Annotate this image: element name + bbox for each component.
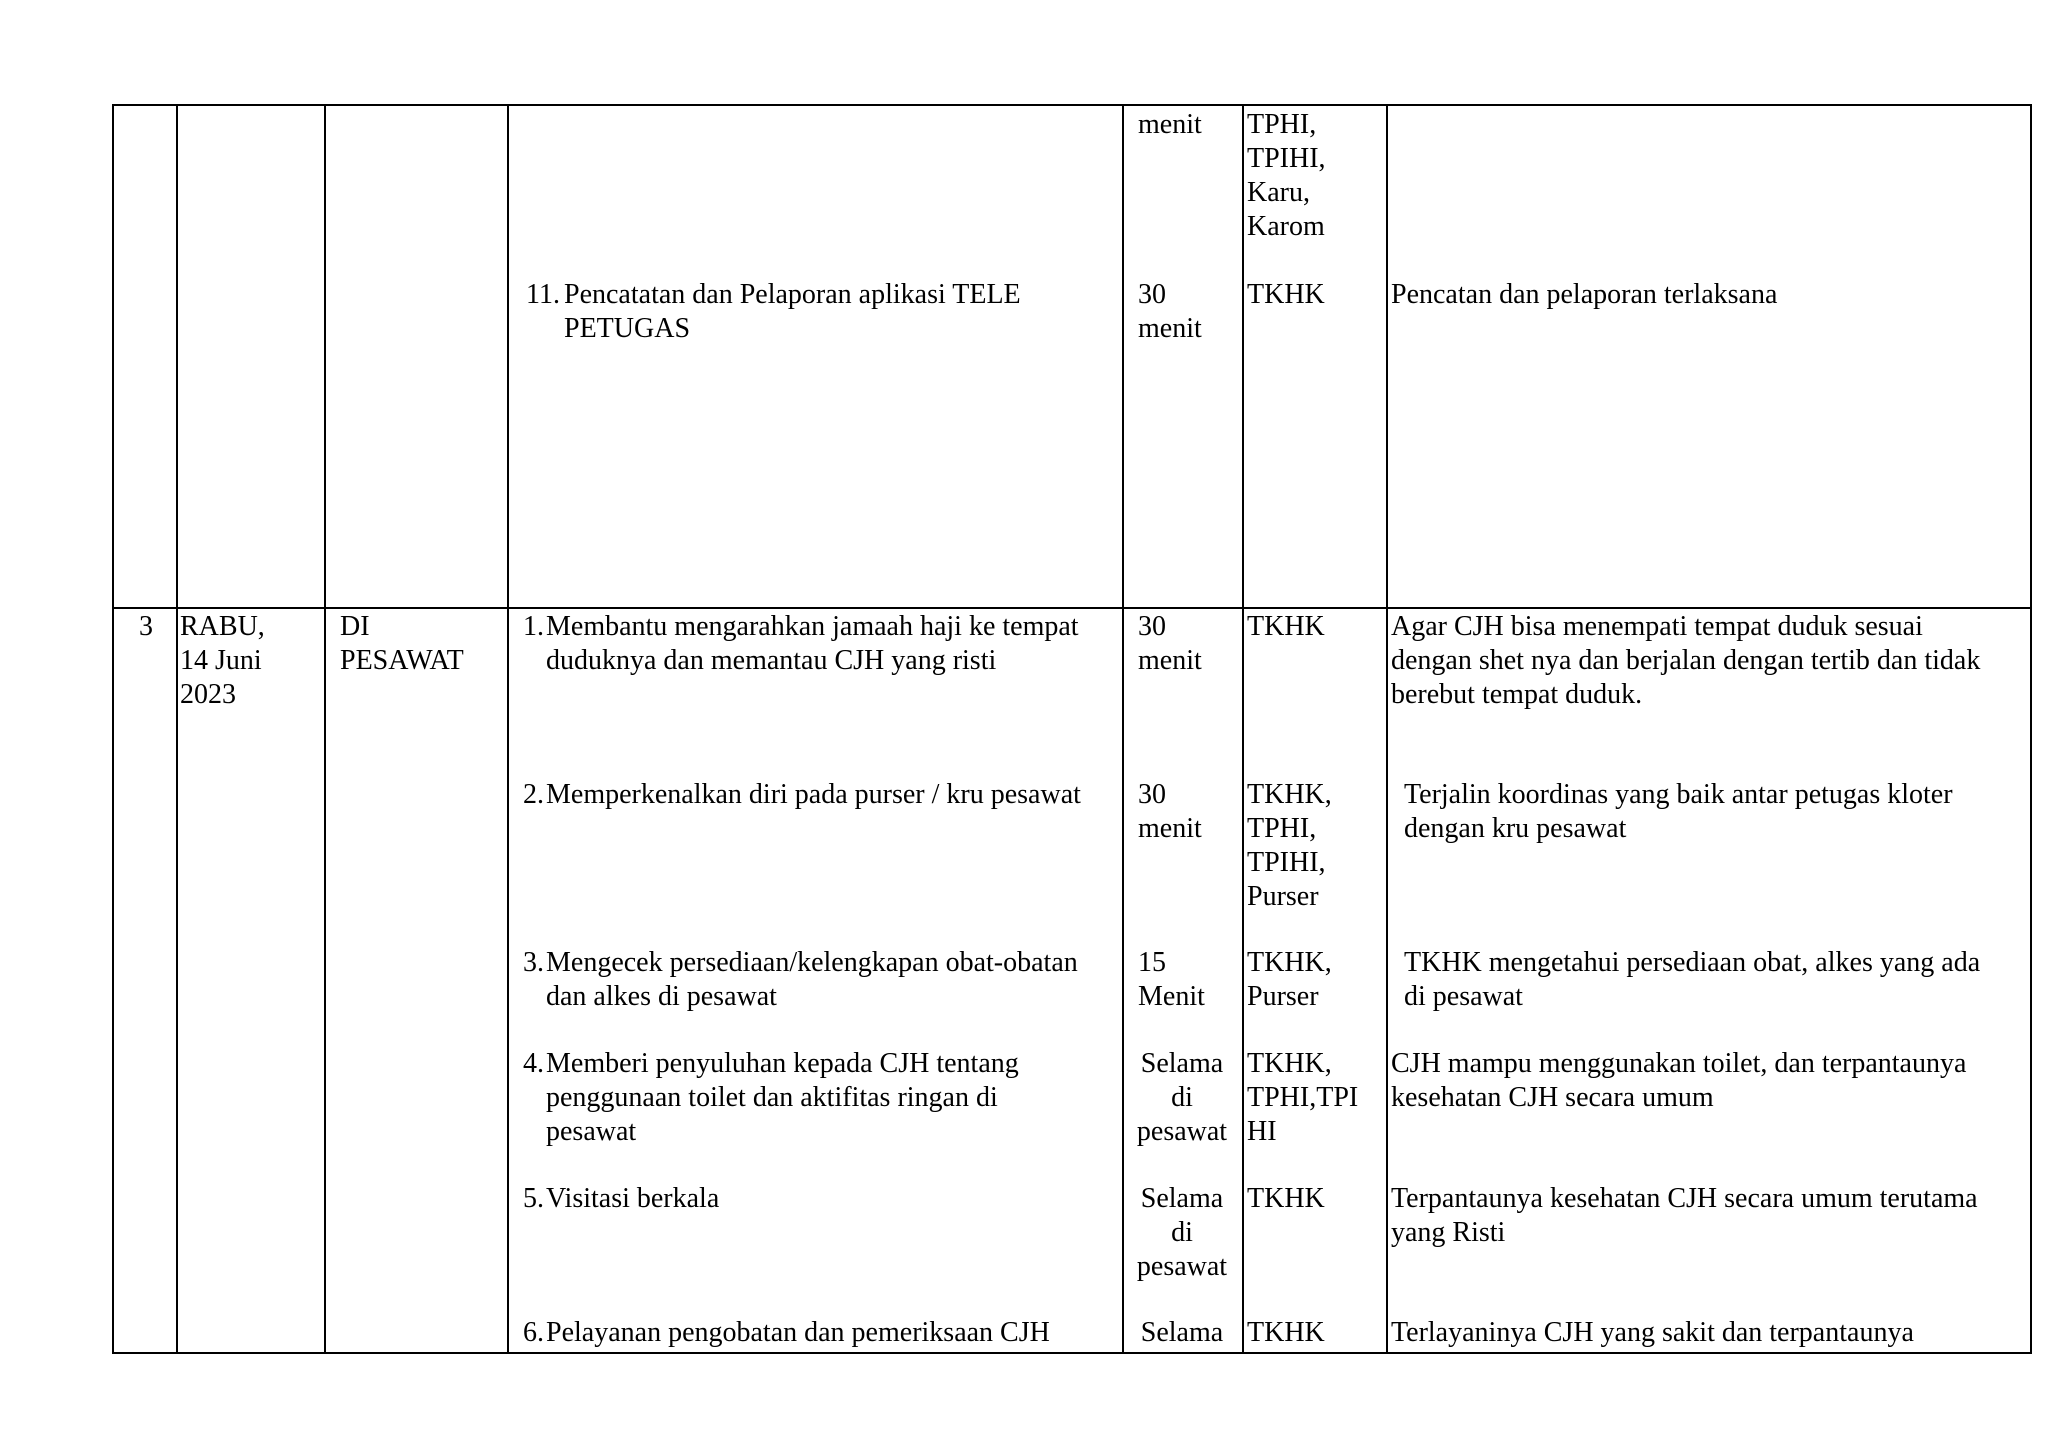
- duration-cell: 30 menit: [1138, 279, 1202, 344]
- result-cell: CJH mampu menggunakan toilet, dan terpantaunya kesehatan CJH secara umum: [1391, 1048, 1967, 1113]
- activity-number: 5.: [523, 1183, 544, 1214]
- activity-number: 4.: [523, 1048, 544, 1079]
- result-cell: Terjalin koordinas yang baik antar petugas kloter dengan kru pesawat: [1404, 779, 1953, 844]
- activity-text: Mengecek persediaan/kelengkapan obat-obatan dan alkes di pesawat: [546, 947, 1078, 1012]
- executor-cell: TKHK: [1247, 611, 1325, 642]
- column-divider: [1242, 106, 1244, 1352]
- executor-cell: TPHI, TPIHI, Karu, Karom: [1247, 109, 1326, 242]
- executor-cell: TKHK: [1247, 279, 1325, 310]
- result-cell: Terlayaninya CJH yang sakit dan terpantaunya: [1391, 1317, 1914, 1348]
- column-divider: [176, 106, 178, 1352]
- duration-cell: 15 Menit: [1138, 947, 1205, 1012]
- executor-cell: TKHK, TPHI,TPI HI: [1247, 1048, 1359, 1147]
- activity-text: Visitasi berkala: [546, 1183, 720, 1214]
- row-divider: [114, 607, 2030, 609]
- duration-cell: 30 menit: [1138, 611, 1202, 676]
- activity-text: Pelayanan pengobatan dan pemeriksaan CJH: [546, 1317, 1050, 1348]
- executor-cell: TKHK, Purser: [1247, 947, 1332, 1012]
- schedule-table: [112, 104, 2032, 1354]
- duration-cell: Selama di pesawat: [1136, 1183, 1228, 1282]
- activity-text: Membantu mengarahkan jamaah haji ke tempat duduknya dan memantau CJH yang risti: [546, 611, 1079, 676]
- result-cell: Agar CJH bisa menempati tempat duduk sesuai dengan shet nya dan berjalan dengan tertib dan tidak berebut tempat duduk.: [1391, 611, 1981, 710]
- day-date-cell: RABU, 14 Juni 2023: [180, 611, 265, 710]
- activity-text: Memberi penyuluhan kepada CJH tentang penggunaan toilet dan aktifitas ringan di pesawat: [546, 1048, 1019, 1147]
- column-divider: [324, 106, 326, 1352]
- result-cell: Terpantaunya kesehatan CJH secara umum terutama yang Risti: [1391, 1183, 1978, 1248]
- executor-cell: TKHK: [1247, 1183, 1325, 1214]
- column-divider: [1386, 106, 1388, 1352]
- result-cell: TKHK mengetahui persediaan obat, alkes yang ada di pesawat: [1404, 947, 1981, 1012]
- location-cell: DI PESAWAT: [340, 611, 464, 676]
- activity-text: Memperkenalkan diri pada purser / kru pesawat: [546, 779, 1081, 810]
- activity-number: 2.: [523, 779, 544, 810]
- duration-cell: 30 menit: [1138, 779, 1202, 844]
- executor-cell: TKHK, TPHI, TPIHI, Purser: [1247, 779, 1332, 912]
- executor-cell: TKHK: [1247, 1317, 1325, 1348]
- duration-cell: Selama: [1140, 1317, 1224, 1348]
- duration-cell: Selama di pesawat: [1136, 1048, 1228, 1147]
- activity-text: Pencatatan dan Pelaporan aplikasi TELE PETUGAS: [564, 279, 1021, 344]
- activity-number: 3.: [523, 947, 544, 978]
- activity-number: 11.: [526, 279, 560, 310]
- activity-number: 6.: [523, 1317, 544, 1348]
- result-cell: Pencatan dan pelaporan terlaksana: [1391, 279, 1778, 310]
- column-divider: [1122, 106, 1124, 1352]
- activity-number: 1.: [523, 611, 544, 642]
- duration-cell: menit: [1138, 109, 1202, 140]
- row-number: 3: [139, 611, 153, 642]
